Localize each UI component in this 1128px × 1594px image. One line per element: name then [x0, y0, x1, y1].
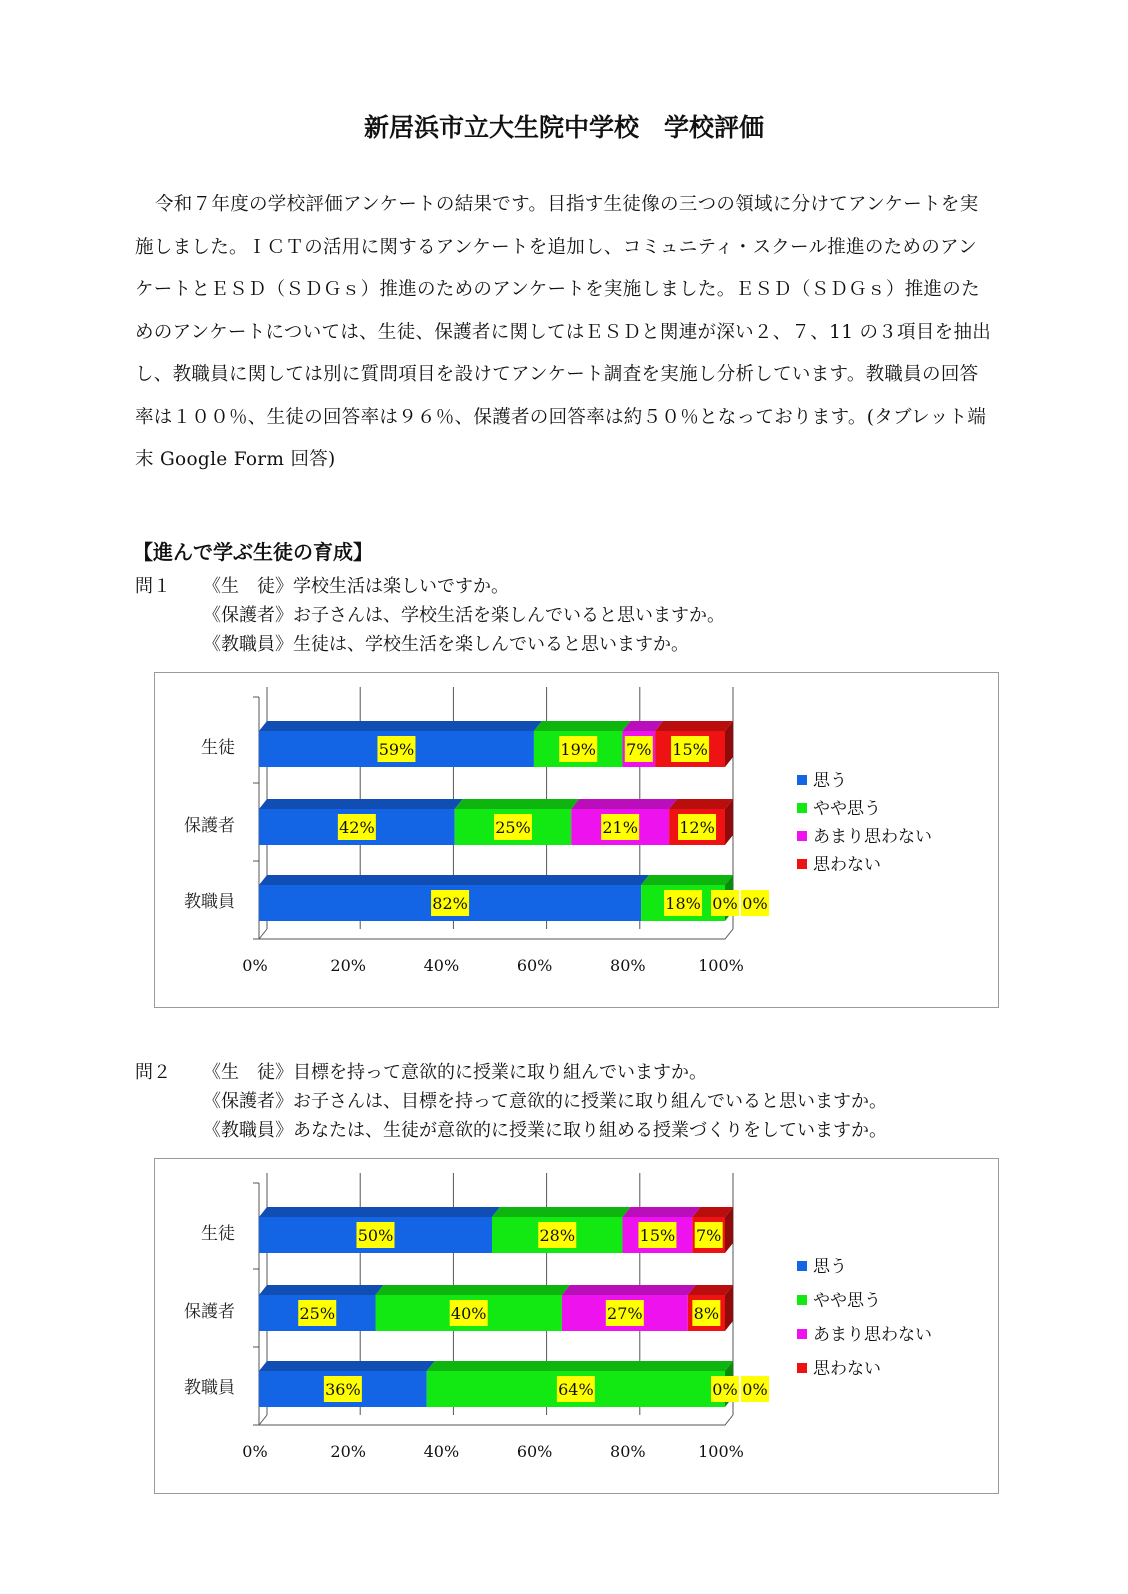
data-label: 12%: [679, 818, 715, 837]
data-label: 8%: [693, 1304, 720, 1323]
chart-q2-svg: [155, 1159, 998, 1493]
question-line-guardian: 《保護者》お子さんは、目標を持って意欲的に授業に取り組んでいると思いますか。: [203, 1091, 887, 1112]
bar-top-series-2: [641, 875, 733, 885]
legend-swatch: [797, 1329, 807, 1339]
bar-top-series-1: [259, 1361, 435, 1371]
data-label: 15%: [672, 740, 708, 759]
intro-paragraph: 令和７年度の学校評価アンケートの結果です。目指す生徒像の三つの領域に分けてアンケートを実施しました。ＩＣＴの活用に関するアンケートを追加し、コミュニティ・スクール推進のためのアンケートとＥＳＤ（ＳＤＧｓ）推進のためのアンケートを実施しました。ＥＳＤ（ＳＤＧｓ）推進のためのアンケートについては、生徒、保護者に関してはＥＳＤと関連が深い２、７、11 の３項目を抽出し、教職員に関しては別に質問項目を設けてアンケート調査を実施し分析しています。教職員の回答率は１００％、生徒の回答率は９６％、保護者の回答率は約５０％となっております。(タブレット端末 Google Form 回答): [135, 194, 992, 470]
data-label: 0%: [712, 894, 738, 913]
category-label: 保護者: [184, 816, 235, 836]
question-line-student: 《生 徒》学校生活は楽しいですか。: [203, 576, 509, 597]
category-label: 生徒: [201, 1224, 235, 1244]
data-label: 28%: [539, 1226, 576, 1245]
bar-top-series-3: [571, 799, 677, 809]
legend-swatch: [797, 1261, 807, 1271]
question-line-staff: 《教職員》あなたは、生徒が意欲的に授業に取り組める授業づくりをしていますか。: [203, 1120, 887, 1141]
data-label: 21%: [602, 818, 638, 837]
axis-corner: [259, 929, 267, 939]
bar-top-series-2: [455, 799, 579, 809]
legend-label: 思わない: [813, 855, 881, 875]
x-tick-label: 40%: [423, 956, 460, 975]
chart-q1: [154, 672, 999, 1008]
x-tick-label: 40%: [423, 1442, 460, 1461]
x-tick-label: 100%: [698, 956, 744, 975]
legend-label: 思わない: [813, 1359, 881, 1379]
legend-swatch: [797, 1363, 807, 1373]
bar-top-series-1: [259, 875, 649, 885]
bar-top-series-4: [669, 799, 733, 809]
axis-corner: [259, 1415, 267, 1425]
legend-swatch: [797, 1295, 807, 1305]
bar-top-series-3: [562, 1285, 696, 1295]
bar-top-series-2: [492, 1207, 630, 1217]
data-label: 40%: [450, 1304, 487, 1323]
legend-label: あまり思わない: [813, 827, 932, 847]
legend-swatch: [797, 775, 807, 785]
data-label: 27%: [607, 1304, 643, 1323]
chart-q1-svg: [155, 673, 998, 1007]
x-tick-label: 100%: [698, 1442, 744, 1461]
data-label: 15%: [639, 1226, 676, 1245]
data-label: 50%: [357, 1226, 394, 1245]
question-2: [135, 1058, 887, 1145]
data-label: 42%: [339, 818, 375, 837]
bar-top-series-1: [259, 1285, 384, 1295]
data-label: 7%: [626, 740, 652, 759]
x-tick-label: 20%: [330, 956, 366, 975]
data-label: 25%: [299, 1304, 336, 1323]
section-heading: 【進んで学ぶ生徒の育成】: [133, 540, 373, 564]
chart-q2: [154, 1158, 999, 1494]
x-tick-label: 60%: [516, 1442, 553, 1461]
legend-label: やや思う: [813, 1291, 881, 1311]
legend-swatch: [797, 859, 807, 869]
legend-swatch: [797, 803, 807, 813]
data-label: 0%: [742, 894, 768, 913]
bar-top-series-2: [376, 1285, 570, 1295]
category-label: 教職員: [184, 1378, 235, 1398]
question-line-student: 《生 徒》目標を持って意欲的に授業に取り組んでいますか。: [203, 1062, 707, 1083]
data-label: 25%: [495, 818, 531, 837]
data-label: 82%: [432, 894, 468, 913]
data-label: 59%: [378, 740, 415, 759]
data-label: 64%: [558, 1380, 594, 1399]
category-label: 生徒: [201, 738, 235, 758]
x-tick-label: 0%: [242, 956, 268, 975]
page-title: 新居浜市立大生院中学校 学校評価: [363, 113, 764, 142]
question-line-guardian: 《保護者》お子さんは、学校生活を楽しんでいると思いますか。: [203, 605, 725, 626]
question-line-staff: 《教職員》生徒は、学校生活を楽しんでいると思いますか。: [203, 634, 689, 655]
x-axis-line: [259, 929, 733, 939]
data-label: 0%: [712, 1380, 738, 1399]
x-tick-label: 60%: [516, 956, 553, 975]
bar-top-series-4: [655, 721, 733, 731]
x-tick-label: 0%: [242, 1442, 268, 1461]
bar-top-series-1: [259, 799, 463, 809]
data-label: 7%: [695, 1226, 722, 1245]
data-label: 0%: [742, 1380, 768, 1399]
legend-label: 思う: [813, 771, 847, 791]
x-tick-label: 20%: [330, 1442, 366, 1461]
question-number: 問１: [135, 576, 171, 597]
category-label: 教職員: [184, 892, 235, 912]
category-label: 保護者: [184, 1302, 235, 1322]
bar-top-series-3: [622, 1207, 700, 1217]
x-tick-label: 80%: [610, 956, 646, 975]
legend-label: 思う: [813, 1257, 847, 1277]
question-1: [135, 572, 725, 659]
x-tick-label: 80%: [610, 1442, 646, 1461]
x-axis-line: [259, 1415, 733, 1425]
legend-swatch: [797, 831, 807, 841]
legend-label: やや思う: [813, 799, 881, 819]
data-label: 19%: [560, 740, 596, 759]
bar-top-series-2: [534, 721, 631, 731]
legend-label: あまり思わない: [813, 1325, 932, 1345]
data-label: 18%: [665, 894, 701, 913]
question-number: 問２: [135, 1062, 171, 1083]
bar-top-series-2: [427, 1361, 733, 1371]
data-label: 36%: [325, 1380, 361, 1399]
bar-top-series-1: [259, 1207, 500, 1217]
bar-top-series-1: [259, 721, 542, 731]
